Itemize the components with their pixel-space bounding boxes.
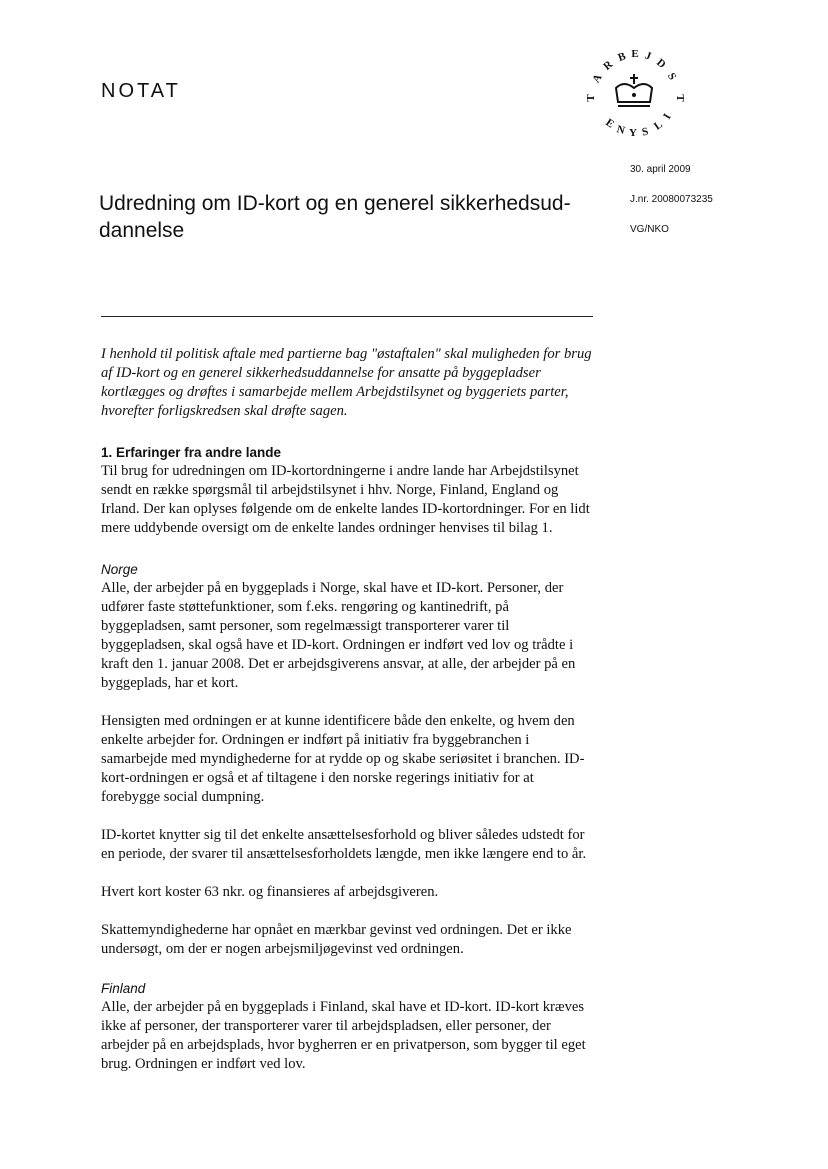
svg-text:E: E: [631, 48, 639, 60]
journal-number: J.nr. 20080073235: [630, 194, 713, 205]
svg-text:I: I: [661, 111, 674, 122]
norge-paragraph-3: ID-kortet knytter sig til det enkelte ansættelsesforhold og bliver således udstedt for en periode, der svarer til ansættelsesforholdets længde, men ikke længere end to år.: [101, 827, 587, 862]
doc-type-label: NOTAT: [101, 80, 181, 102]
svg-text:T: T: [585, 94, 597, 102]
document-title: Udredning om ID-kort og en generel sikkerhedsud-dannelse: [99, 192, 571, 242]
svg-text:T: T: [674, 94, 686, 102]
svg-text:S: S: [664, 70, 679, 83]
svg-text:E: E: [603, 116, 617, 131]
norge-paragraph-1: Alle, der arbejder på en byggeplads i Norge, skal have et ID-kort. Personer, der udfører faste støttefunktioner, som f.eks. rengøring og kantinedrift, på byggepladsen, samt personer, som regelmæssigt transporterer varer til byggepladsen, skal også have et ID-kort. Ordningen er indført ved lov og trådte i kraft den 1. januar 2008. Det er arbejdsgiverens ansvar, at alle, der arbejder på en byggeplads, har et kort.: [101, 580, 576, 691]
norge-paragraph-4: Hvert kort koster 63 nkr. og finansieres af arbejdsgiveren.: [101, 884, 439, 900]
arbejdstilsynet-logo: [580, 40, 688, 140]
subheading-finland: Finland: [101, 981, 146, 996]
norge-paragraph-2: Hensigten med ordningen er at kunne identificere både den enkelte, og hvem den enkelte arbejder for. Ordningen er indført på initiativ fra byggebranchen i samarbejde med myndighederne for at rydde op og skabe seriøsitet i branchen. ID-kort-ordningen er også et af tiltagene i den norske regerings initiativ for at forebygge social dumpning.: [101, 713, 585, 805]
intro-paragraph: I henhold til politisk aftale med partierne bag "østaftalen" skal muligheden for brug af ID-kort og en generel sikkerhedsuddannelse for ansatte på byggepladser kortlægges og drøftes i samarbejde mellem Arbejdstilsynet og byggeriets parter, hvorefter forligskredsen skal drøfte sagen.: [101, 346, 592, 419]
svg-text:N: N: [615, 123, 627, 137]
svg-text:D: D: [654, 56, 668, 71]
document-body: [101, 345, 593, 1093]
svg-text:B: B: [616, 50, 628, 65]
svg-text:R: R: [601, 58, 615, 73]
svg-text:A: A: [590, 72, 605, 85]
title-divider: [101, 316, 593, 317]
section-heading-experiences: 1. Erfaringer fra andre lande: [101, 445, 282, 460]
section-paragraph: Til brug for udredningen om ID-kortordningerne i andre lande har Arbejdstilsynet sendt en række spørgsmål til arbejdstilsynet i hhv. Norge, Finland, England og Irland. Der kan oplyses følgende om de enkelte landes ID-kortordninger. For en lidt mere uddybende oversigt om de enkelte landes ordninger henvises til bilag 1.: [101, 463, 590, 536]
svg-text:J: J: [643, 49, 653, 63]
svg-text:S: S: [640, 125, 650, 139]
norge-paragraph-5: Skattemyndighederne har opnået en mærkbar gevinst ved ordningen. Det er ikke undersøgt, om der er nogen arbejsmiljøgevinst ved ordningen.: [101, 922, 572, 957]
author-initials: VG/NKO: [630, 224, 669, 235]
subheading-norge: Norge: [101, 562, 138, 577]
svg-text:Y: Y: [629, 127, 637, 139]
finland-paragraph-1: Alle, der arbejder på en byggeplads i Finland, skal have et ID-kort. ID-kort kræves ikke af personer, der transporterer varer til arbejdspladsen, eller personer, der arbejder på en arbejdsplads, hvor bygherren er en privatperson, som bygger til eget brug. Ordningen er indført ved lov.: [101, 999, 586, 1072]
doc-date: 30. april 2009: [630, 164, 691, 175]
svg-text:L: L: [651, 118, 665, 133]
